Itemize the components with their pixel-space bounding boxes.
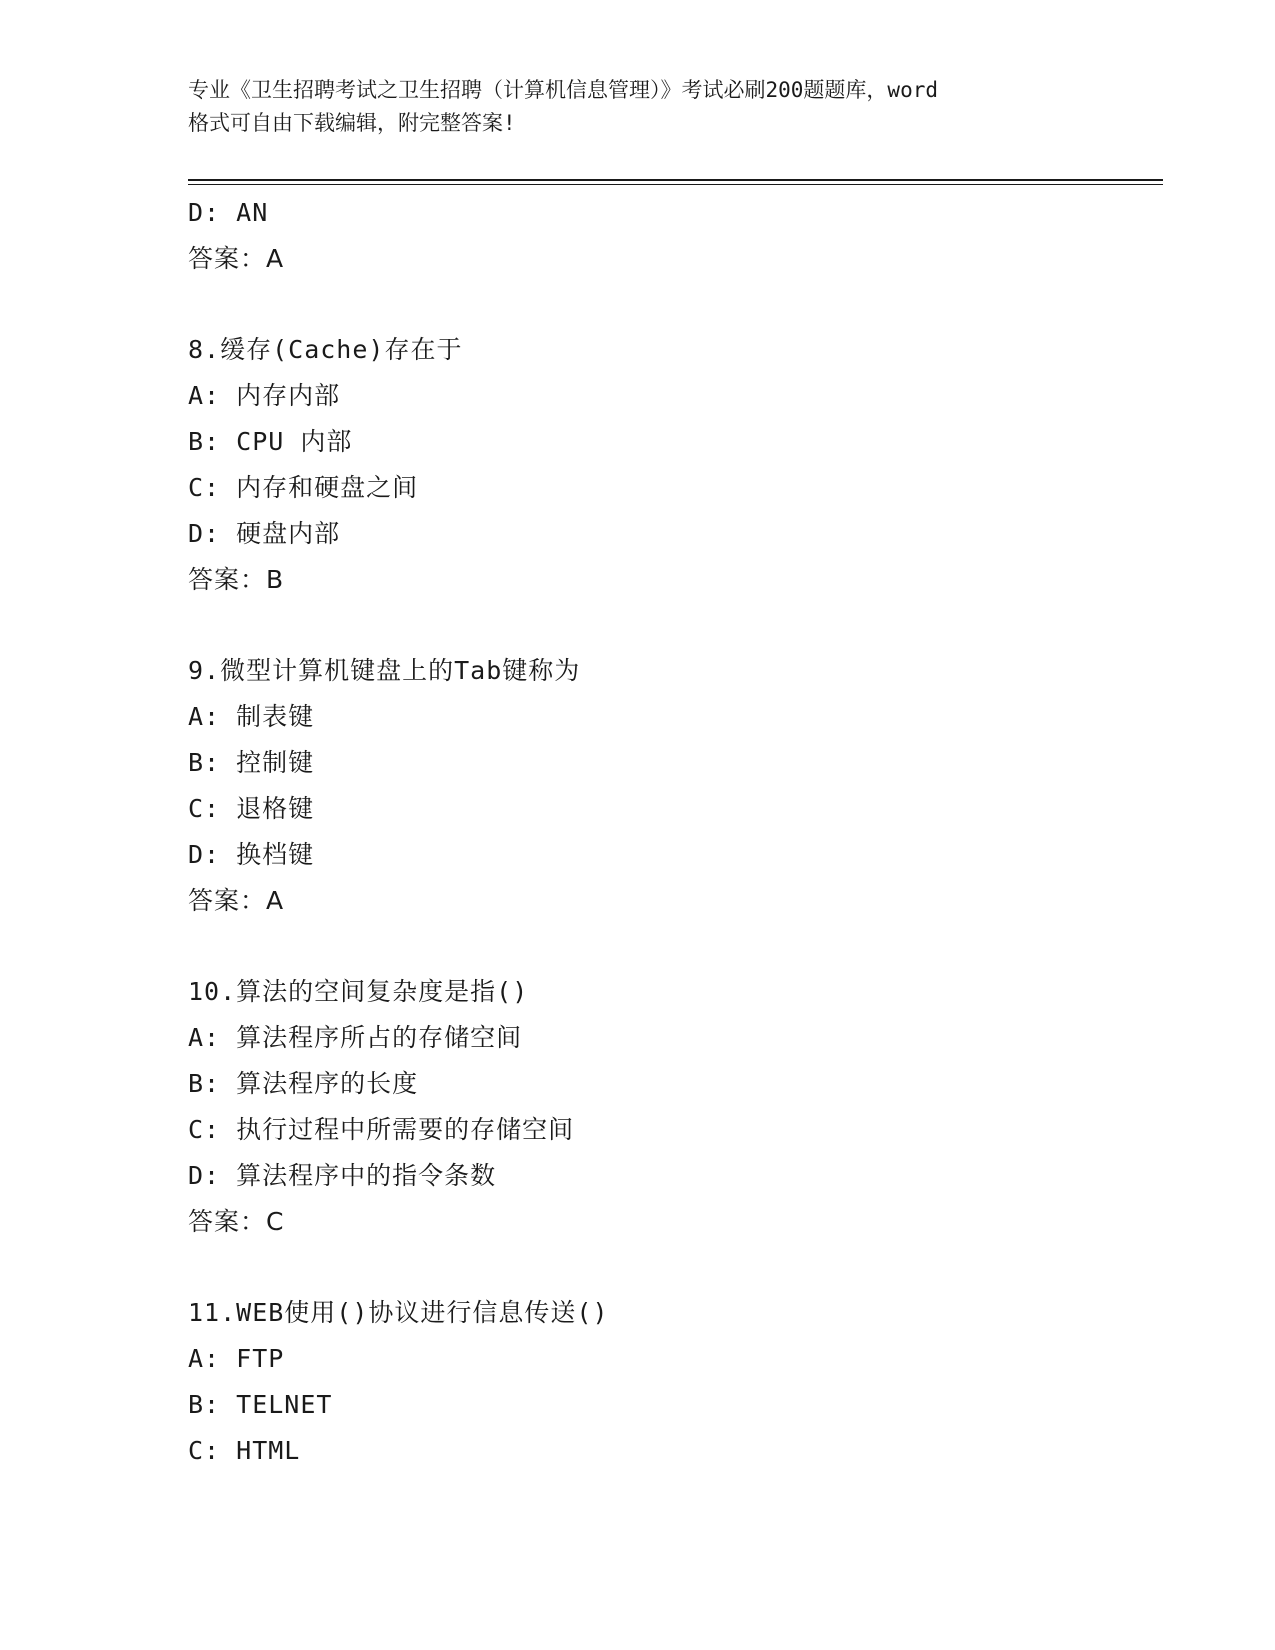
question-stem: 8.缓存(Cache)存在于 xyxy=(188,335,463,364)
option-c: C: 执行过程中所需要的存储空间 xyxy=(188,1115,575,1144)
question-list xyxy=(188,190,1163,1474)
document-header xyxy=(188,74,1088,140)
option-d: D: 换档键 xyxy=(188,840,315,869)
option-c: C: 内存和硬盘之间 xyxy=(188,473,419,502)
header-title-line-2: 格式可自由下载编辑，附完整答案! xyxy=(188,111,516,135)
question-fragment xyxy=(188,190,1163,282)
question-stem: 10.算法的空间复杂度是指() xyxy=(188,977,529,1006)
header-divider-thin xyxy=(188,184,1163,185)
spacer xyxy=(188,1245,1163,1290)
question-stem: 11.WEB使用()协议进行信息传送() xyxy=(188,1298,609,1327)
option-a: A: 制表键 xyxy=(188,702,315,731)
answer-line: 答案：B xyxy=(188,565,285,594)
option-b: B: TELNET xyxy=(188,1390,333,1419)
question-stem: 9.微型计算机键盘上的Tab键称为 xyxy=(188,656,581,685)
answer-line: 答案：A xyxy=(188,244,285,273)
answer-line: 答案：C xyxy=(188,1207,285,1236)
spacer xyxy=(188,282,1163,327)
option-d: D: AN xyxy=(188,198,269,227)
option-a: A: FTP xyxy=(188,1344,285,1373)
header-title-line-1: 专业《卫生招聘考试之卫生招聘（计算机信息管理）》考试必刷200题题库，word xyxy=(188,78,938,102)
option-b: B: 控制键 xyxy=(188,748,315,777)
spacer xyxy=(188,603,1163,648)
option-d: D: 硬盘内部 xyxy=(188,519,341,548)
question-8 xyxy=(188,327,1163,603)
option-b: B: 算法程序的长度 xyxy=(188,1069,419,1098)
option-d: D: 算法程序中的指令条数 xyxy=(188,1161,497,1190)
question-9 xyxy=(188,648,1163,924)
option-c: C: HTML xyxy=(188,1436,301,1465)
spacer xyxy=(188,924,1163,969)
option-c: C: 退格键 xyxy=(188,794,315,823)
header-divider-thick xyxy=(188,179,1163,181)
question-10 xyxy=(188,969,1163,1245)
option-a: A: 算法程序所占的存储空间 xyxy=(188,1023,523,1052)
option-b: B: CPU 内部 xyxy=(188,427,353,456)
option-a: A: 内存内部 xyxy=(188,381,341,410)
question-11 xyxy=(188,1290,1163,1474)
answer-line: 答案：A xyxy=(188,886,285,915)
